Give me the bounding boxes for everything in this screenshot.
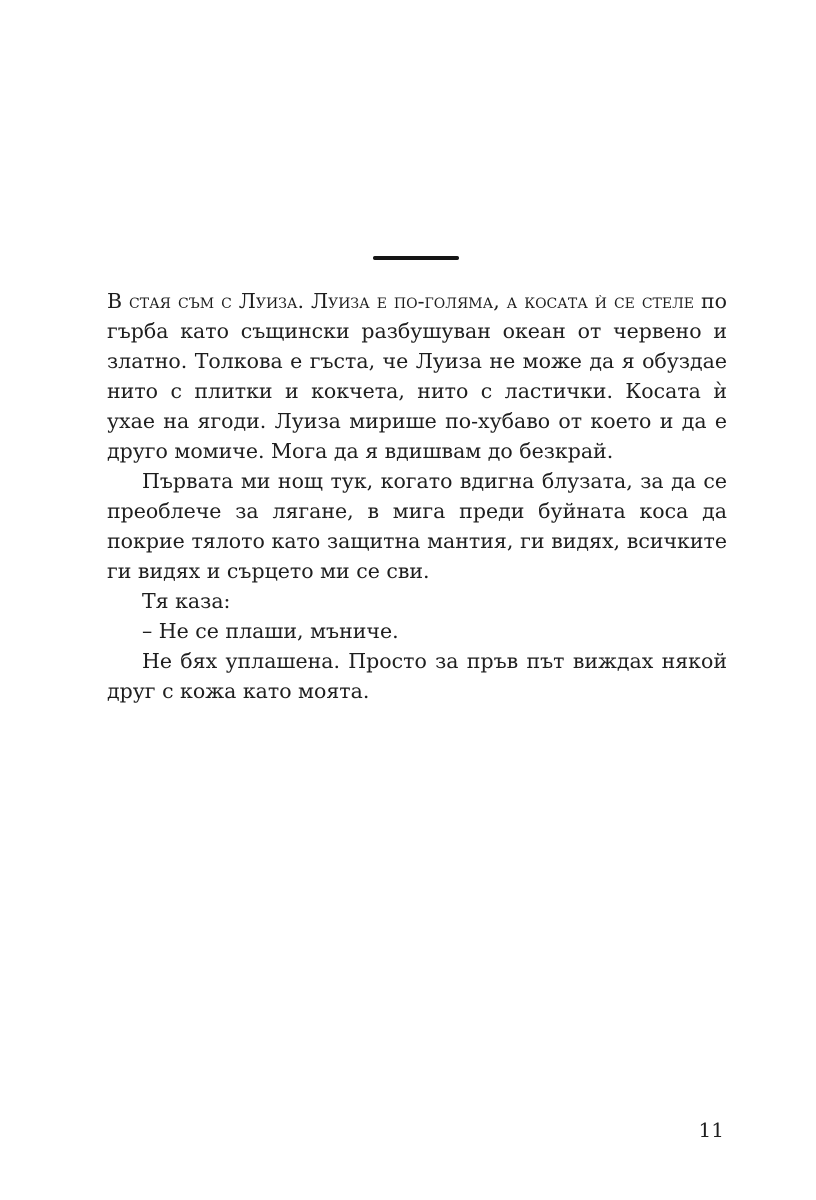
paragraph-5: Не бях уплашена. Просто за пръв път виждах някой друг с кожа като моята. xyxy=(107,649,727,703)
paragraph-4-dialogue: – Не се плаши, мъниче. xyxy=(142,619,399,643)
paragraph-1 xyxy=(107,286,727,466)
paragraph-1-lead: В стая съм с Луиза. Луиза е по-голяма, а косата ѝ се стеле xyxy=(107,289,695,313)
chapter-divider xyxy=(373,256,459,260)
paragraph-3: Тя каза: xyxy=(142,589,231,613)
paragraph-2: Първата ми нощ тук, когато вдигна блузата, за да се преоблече за лягане, в мига преди буйната коса да покрие тялото като защитна мантия, ги видях, всичките ги видях и сърцето ми се сви. xyxy=(107,469,727,583)
body-text xyxy=(107,286,727,706)
page-number: 11 xyxy=(698,1118,724,1142)
paragraph-1-rest: по гърба като същински разбушуван океан от червено и златно. Толкова е гъста, че Луиза не може да я обуздае нито с плитки и кокчета, нито с ластички. Косата ѝ ухае на ягоди. Луиза мирише по-хубаво от което и да е друго момиче. Мога да я вдишвам до безкрай. xyxy=(107,289,728,463)
